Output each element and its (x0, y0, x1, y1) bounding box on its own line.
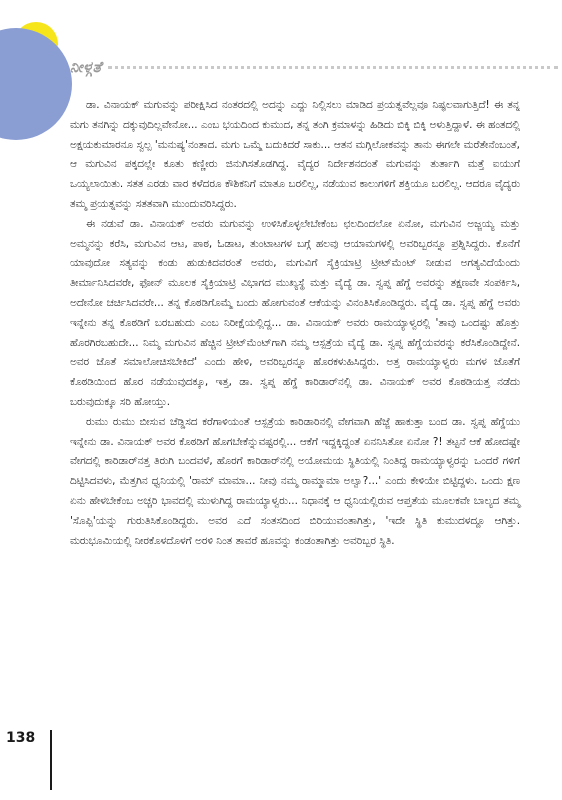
paragraph-2: ಈ ನಡುವೆ ಡಾ. ವಿನಾಯಕ್ ಅವರು ಮಗುವನ್ನು ಉಳಿಸಿಕೊಳ್ಳಲೇಬೇಕೆಂಬ ಛಲದಿಂದಲೋ ಏನೋ, ಮಗುವಿನ ಅಜ್ಜಯ್ಯ ಮತ್ತು ಅಮ್ಮನನ್ನು ಕರೆಸಿ, ಮಗುವಿನ ಆಟ, ಪಾಠ, ಓಡಾಟ, ತುಂಟಾಟಗಳ ಬಗ್ಗೆ ಹಲವು ಆಯಾಮಗಳಲ್ಲಿ ಅವರಿಬ್ಬರನ್ನೂ ಪ್ರಶ್ನಿಸಿದ್ದರು. ಕೊನೆಗೆ ಯಾವುದೋ ಸತ್ಯವನ್ನು ಕಂಡು ಹುಡುಕಿದವರಂತೆ ಅವರು, ಮಗುವಿಗೆ ಸೈಕ್ರಿಯಾಟ್ರಿ ಟ್ರೀಟ್‌ಮೆಂಟ್ ನೀಡುವ ಅಗತ್ಯವಿದೆಯೆಂದು ತೀರ್ಮಾನಿಸಿದವರೇ, ಫೋನ್ ಮೂಲಕ ಸೈಕ್ರಿಯಾಟ್ರಿ ವಿಭಾಗದ ಮುಖ್ಯಸ್ಥೆ ಮತ್ತು ವೈದ್ಯೆ ಡಾ. ಸ್ವಪ್ನ ಹೆಗ್ಡೆ ಅವರನ್ನು ತಕ್ಷಣವೇ ಸಂಪರ್ಕಿಸಿ, ಅದೇನೋ ಚರ್ಚಿಸಿದವರೇ... ತನ್ನ ಕೊಠಡಿಗೊಮ್ಮೆ ಬಂದು ಹೋಗುವಂತೆ ಆಕೆಯನ್ನು ವಿನಂತಿಸಿಕೊಂಡಿದ್ದರು. ವೈದ್ಯೆ ಡಾ. ಸ್ವಪ್ನ ಹೆಗ್ಡೆ ಅವರು ಇನ್ನೇನು ತನ್ನ ಕೊಠಡಿಗೆ ಬರಬಹುದು ಎಂಬ ನಿರೀಕ್ಷೆಯಲ್ಲಿದ್ದ... ಡಾ. ವಿನಾಯಕ್ ಅವರು ರಾಮಯ್ಯಾಳ್ವರಲ್ಲಿ 'ತಾವು ಒಂದಷ್ಟು ಹೊತ್ತು ಹೊರಗಿರಬಹುದೇ... ನಿಮ್ಮ ಮಗುವಿನ ಹೆಚ್ಚಿನ ಟ್ರೀಟ್‌ಮೆಂಟ್‌ಗಾಗಿ ನಮ್ಮ ಆಸ್ಪತ್ರೆಯ ವೈದ್ಯೆ ಡಾ. ಸ್ವಪ್ನ ಹೆಗ್ಡೆಯವರನ್ನು ಕರೆಸಿಕೊಂಡಿದ್ದೇನೆ. ಅವರ ಜೊತೆ ಸಮಾಲೋಚಿಸಬೇಕಿದೆ' ಎಂದು ಹೇಳಿ, ಅವರಿಬ್ಬರನ್ನೂ ಹೊರಕಳುಹಿಸಿದ್ದರು. ಅತ್ತ ರಾಮಯ್ಯಾಳ್ವರು ಮಗಳ ಜೊತೆಗೆ ಕೊಠಡಿಯಿಂದ ಹೊರ ನಡೆಯುವುದಕ್ಕೂ, ಇತ್ತ, ಡಾ. ಸ್ವಪ್ನ ಹೆಗ್ಡೆ ಕಾರಿಡಾರ್‌ನಲ್ಲಿ ಡಾ. ವಿನಾಯಕ್ ಅವರ ಕೊಠಡಿಯತ್ತ ನಡೆದು ಬರುವುದುಕ್ಕೂ ಸರಿ ಹೋಯ್ತು. (70, 217, 520, 408)
article-body (70, 96, 520, 551)
section-title: ನೀಳ್ಗತೆ (70, 58, 102, 76)
paragraph-3: ರುಮು ರುಮು ಬೀಸುವ ಚೆಡ್ಡಿಸದ ಕರೆಗಾಳಿಯಂತೆ ಆಸ್ಪತ್ರೆಯ ಕಾರಿಡಾರಿನಲ್ಲಿ ವೇಗವಾಗಿ ಹೆಜ್ಜೆ ಹಾಕುತ್ತಾ ಬಂದ ಡಾ. ಸ್ವಪ್ನ ಹೆಗ್ಡೆಯು ಇನ್ನೇನು ಡಾ. ವಿನಾಯಕ್ ಅವರ ಕೊಠಡಿಗೆ ಹೊಗಬೇಕೆನ್ನುವಷ್ಟರಲ್ಲಿ... ಆಕೆಗೆ ಇದ್ದಕ್ಕಿದ್ದಂತೆ ಏನನಿಸಿತೋ ಏನೋ ?! ತಟ್ಟನೆ ಆಕೆ ಹೋದಷ್ಟೇ ವೇಗದಲ್ಲಿ ಕಾರಿಡಾರ್‌ನತ್ತ ತಿರುಗಿ ಬಂದವಳೆ, ಹೊರಗೆ ಕಾರಿಡಾರ್‌ನಲ್ಲಿ ಅಯೋಮಯ ಸ್ಥಿತಿಯಲ್ಲಿ ನಿಂತಿದ್ದ ರಾಮಯ್ಯಾಳ್ವರನ್ನು ಒಂದರೆ ಗಳಿಗೆ ದಿಟ್ಟಿಸಿದವಳು, ಮೆತ್ತಗಿನ ಧ್ವನಿಯಲ್ಲಿ 'ರಾಮ್ ಮಾಮಾ... ನೀವು ನಮ್ಮ ರಾಮ್ಮಾಮಾ ಅಲ್ವಾ?...' ಎಂದು ಕೇಳಿಯೇ ಬಿಟ್ಟಿದ್ದಳು. ಒಂದು ಕ್ಷಣ ಏನು ಹೇಳಬೇಕೆಂಬ ಅಚ್ಚರಿ ಭಾವದಲ್ಲಿ ಮುಳುಗಿದ್ದ ರಾಮಯ್ಯಾಳ್ವರು... ನಿಧಾನಕ್ಕೆ ಆ ಧ್ವನಿಯಲ್ಲಿರುವ ಆಪ್ತತೆಯ ಮೂಲಕವೇ ಬಾಲ್ಯದ ತಮ್ಮ 'ಸೊಪ್ಪಿ'ಯನ್ನು ಗುರುತಿಸಿಕೊಂಡಿದ್ದರು. ಅವರ ಎದೆ ಸಂತಸದಿಂದ ಬಿರಿಯುವಂತಾಗಿತ್ತು, 'ಇದೇ ಸ್ಥಿತಿ ಕುಮುದಳದ್ದೂ ಆಗಿತ್ತು. ಮರುಭೂಮಿಯಲ್ಲಿ ನೀರಕೊಳದೊಳಗೆ ಅರಳಿ ನಿಂತ ತಾವರೆ ಹೂವನ್ನು ಕಂಡಂತಾಗಿತ್ತು ಅವರಿಬ್ಬರ ಸ್ಥಿತಿ. (70, 415, 520, 547)
header-dotted-rule (108, 66, 558, 69)
blue-circle-decoration (0, 28, 72, 140)
paragraph-1: ಡಾ. ವಿನಾಯಕ್ ಮಗುವನ್ನು ಪರೀಕ್ಷಿಸಿದ ನಂತರದಲ್ಲಿ ಅದನ್ನು ಎದ್ದು ನಿಲ್ಲಿಸಲು ಮಾಡಿದ ಪ್ರಯತ್ನವೆಲ್ಲವೂ ನಿಷ್ಫಲವಾಗುತ್ತಿದೆ! ಈ ತನ್ನ ಮಗು ತನಗಿನ್ನು ದಕ್ಕುವುದಿಲ್ಲವೇನೋ... ಎಂಬ ಭಯದಿಂದ ಕುಮುದ, ತನ್ನ ತಂಗಿ ಕ್ರಮಾಳನ್ನು ಹಿಡಿದು ಬಿಕ್ಕಿ ಬಿಕ್ಕಿ ಅಳುತ್ತಿದ್ದಾಳೆ. ಈ ಹಂತದಲ್ಲಿ ಅಕ್ಷಯಕುಮಾರನೂ ಸ್ವಲ್ಪ 'ಮನುಷ್ಯ'ನಂತಾದ. ಮಗು ಒಮ್ಮೆ ಬದುಕಿದರೆ ಸಾಕು... ಆತನ ಮಗ್ಗಿಲೋಕವನ್ನು ತಾನು ಈಗಲೇ ಮರೆತೇನೆಂಬಂತೆ, ಆ ಮಗುವಿನ ಪಕ್ಕದಲ್ಲೇ ಕೂತು ಕಣ್ಣೀರು ಜಿನುಗಿಸತೊಡಗಿದ್ದ. ವೈದ್ಯರ ನಿರ್ದೇಶನದಂತೆ ಮಗುವನ್ನು ತುರ್ತಾಗಿ ಮತ್ತೆ ಐಯುಗೆ ಒಯ್ಯಲಾಯಿತು. ಸತತ ಎರಡು ವಾರ ಕಳೆದರೂ ಕೌಶಿಕನಿಗೆ ಮಾತೂ ಬರಲಿಲ್ಲ, ನಡೆಯುವ ಕಾಲುಗಳಿಗೆ ಶಕ್ತಿಯೂ ಬರಲಿಲ್ಲ. ಆದರೂ ವೈದ್ಯರು ತಮ್ಮ ಪ್ರಯತ್ನವನ್ನು ಸತತವಾಗಿ ಮುಂದುವರಿಸಿದ್ದರು. (70, 99, 520, 210)
page-number-divider (50, 730, 52, 790)
page-number: 138 (6, 730, 36, 746)
